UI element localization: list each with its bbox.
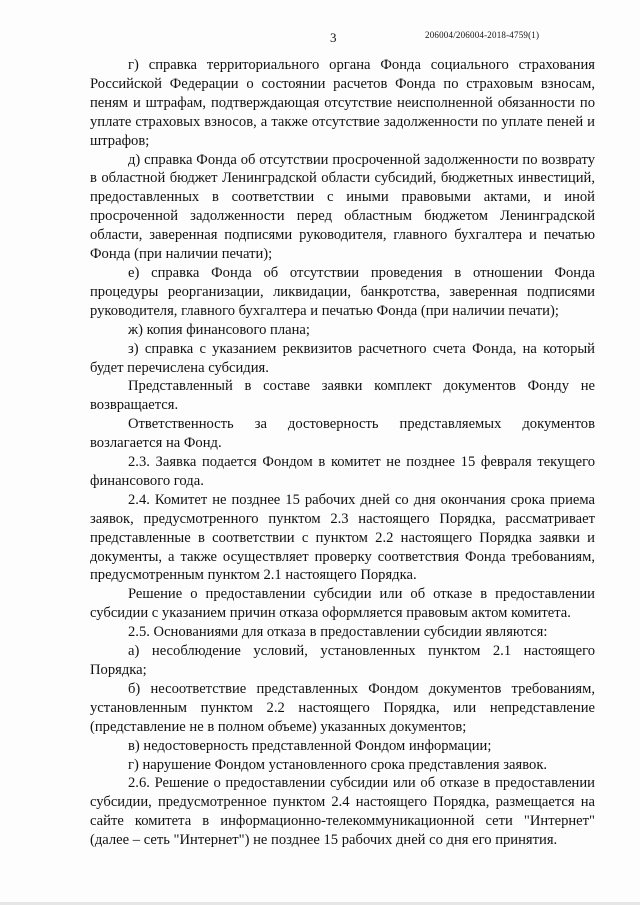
paragraph-zh-financial-plan: ж) копия финансового плана; xyxy=(128,321,310,338)
page-number: 3 xyxy=(330,30,337,45)
paragraph-2-3: 2.3. Заявка подается Фондом в комитет не позднее 15 февраля текущего финансового года. xyxy=(90,454,595,489)
paragraph-z-bank-details: з) справка с указанием реквизитов расчетного счета Фонда, на который будет перечислена субсидия. xyxy=(90,340,595,376)
paragraph-decision: Решение о предоставлении субсидии или об отказе в предоставлении субсидии с указанием причин отказа оформляется правовым актом комитета. xyxy=(90,586,595,622)
paragraph-e-no-reorganization: е) справка Фонда об отсутствии проведения в отношении Фонда процедуры реорганизации, ликвидации, банкротства, заверенная подписями руководителя, главного бухгалтера и печатью Фонда (при наличии печати); xyxy=(90,264,595,319)
paragraph-documents-not-returned: Представленный в составе заявки комплект документов Фонду не возвращается. xyxy=(90,378,595,414)
paragraph-responsibility: Ответственность за достоверность представляемых документов возлагается на Фонд. xyxy=(90,416,595,452)
paragraph-d-no-overdue-debt: д) справка Фонда об отсутствии просроченной задолженности по возврату в областной бюджет Ленинградской области субсидий, бюджетных инвестиций, предоставленных в соответствии с иными правовыми актами, и иной просроченной задолженности перед областным бюджетом Ленинградской области, заверенная подписями руководителя, главного бухгалтера и печатью Фонда (при наличии печати); xyxy=(90,151,595,263)
document-body xyxy=(90,56,595,850)
paragraph-b-documents: б) несоответствие представленных Фондом документов требованиям, установленным пунктом 2.2 настоящего Порядка, или непредставление (представление не в полном объеме) указанных документов; xyxy=(90,680,595,735)
paragraph-2-4: 2.4. Комитет не позднее 15 рабочих дней со дня окончания срока приема заявок, предусмотренного пунктом 2.3 настоящего Порядка, рассматривает представленные в соответствии с пунктом 2.2 настоящего Порядка заявки и документы, а также осуществляет проверку соответствия Фонда требованиям, предусмотренным пунктом 2.1 настоящего Порядка. xyxy=(90,491,595,584)
document-id: 206004/206004-2018-4759(1) xyxy=(425,30,540,40)
paragraph-a-conditions: а) несоблюдение условий, установленных пунктом 2.1 настоящего Порядка; xyxy=(90,643,595,678)
paragraph-g-fss-certificate: г) справка территориального органа Фонда социального страхования Российской Федерации о состоянии расчетов Фонда по страховым взносам, пеням и штрафам, подтверждающая отсутствие неисполненной обязанности по уплате страховых взносов, а также отсутствие задолженности по уплате пеней и штрафов; xyxy=(90,57,595,149)
paragraph-g-deadline-violation: г) нарушение Фондом установленного срока представления заявок. xyxy=(128,756,548,773)
paragraph-2-6: 2.6. Решение о предоставлении субсидии или об отказе в предоставлении субсидии, предусмотренное пунктом 2.4 настоящего Порядка, размещается на сайте комитета в информационно-телекоммуникационной сети "Интернет" (далее – сеть "Интернет") не позднее 15 рабочих дней со дня его принятия. xyxy=(90,775,595,849)
paragraph-2-5: 2.5. Основаниями для отказа в предоставлении субсидии являются: xyxy=(128,624,548,641)
paragraph-v-unreliable-info: в) недостоверность представленной Фондом информации; xyxy=(128,737,492,754)
